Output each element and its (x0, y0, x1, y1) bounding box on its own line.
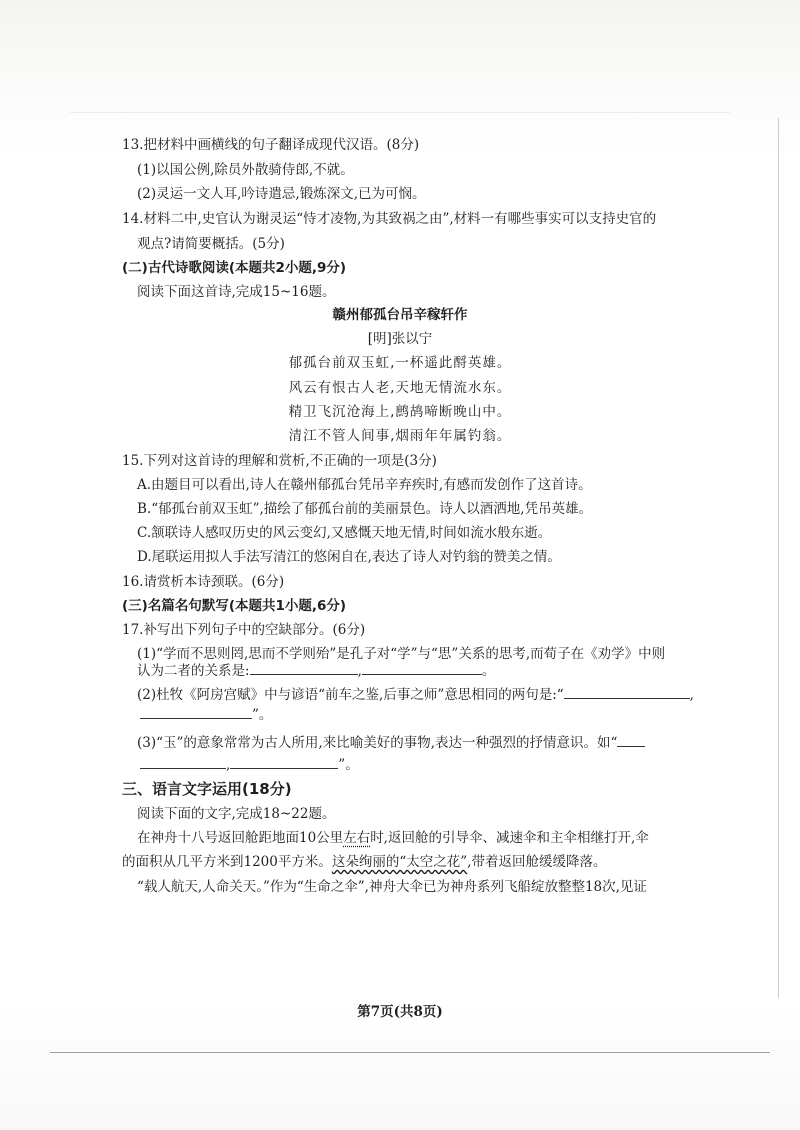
passage-line-2-pre: 的面积从几平方米到1200平方米。 (122, 854, 332, 870)
q17-item2-prefix: (2)杜牧《阿房宫赋》中与谚语“前车之鉴,后事之师”意思相同的两句是:“ (137, 687, 564, 703)
q17-item1-comma: , (357, 663, 362, 679)
scan-edge-top (70, 112, 730, 113)
passage-line-1 (137, 828, 649, 848)
q17-item3-line2 (140, 754, 359, 775)
passage-line-3: “载人航天,人命关天。”作为“生命之伞”,神舟大伞已为神舟系列飞船绽放整整18次,见证 (137, 879, 647, 895)
language-intro: 阅读下面的文字,完成18~22题。 (137, 806, 336, 822)
q13-stem: 13.把材料中画横线的句子翻译成现代汉语。(8分) (122, 137, 420, 153)
q17-item1-prefix: 认为二者的关系是: (137, 663, 250, 679)
q15-option-c: C.颔联诗人感叹历史的风云变幻,又感慨天地无情,时间如流水般东逝。 (137, 525, 552, 541)
language-section-heading: 三、语言文字运用(18分) (122, 780, 292, 798)
poem-line-1: 郁孤台前双玉虹,一杯遥此酹英雄。 (288, 355, 512, 371)
q14-line-2: 观点?请简要概括。(5分) (137, 236, 285, 252)
q17-item2-blank-2[interactable] (140, 704, 252, 719)
q15-option-a: A.由题目可以看出,诗人在赣州郁孤台凭吊辛弃疾时,有感而发创作了这首诗。 (137, 477, 592, 493)
scan-edge-right (778, 118, 779, 998)
q17-item3-line1 (137, 732, 645, 753)
q17-item2-line2 (140, 704, 272, 725)
q15-stem: 15.下列对这首诗的理解和赏析,不正确的一项是(3分) (122, 453, 437, 469)
q17-item3-prefix: (3)“玉”的意象常常为古人所用,来比喻美好的事物,表达一种强烈的抒情意识。如“ (137, 735, 618, 751)
q14-line-1: 14.材料二中,史官认为谢灵运“恃才凌物,为其致祸之由”,材料一有哪些事实可以支持史官的 (122, 211, 657, 227)
q17-item3-comma: , (226, 757, 231, 773)
recite-section-heading: (三)名篇名句默写(本题共1小题,6分) (122, 598, 347, 614)
q17-item2-blank-1[interactable] (564, 684, 690, 699)
poetry-section-heading: (二)古代诗歌阅读(本题共2小题,9分) (122, 260, 347, 276)
q17-item2-comma: , (689, 687, 694, 703)
poem-title: 赣州郁孤台吊辛稼轩作 (332, 307, 468, 323)
passage-line-2-post: ,带着返回舱缓缓降落。 (467, 854, 607, 870)
q17-item1-blank-2[interactable] (362, 660, 482, 675)
q15-option-d: D.尾联运用拟人手法写清江的悠闲自在,表达了诗人对钓翁的赞美之情。 (137, 549, 561, 565)
passage-line-2 (122, 852, 606, 872)
q17-item2-end: ”。 (252, 707, 273, 723)
page-number: 第7页(共8页) (357, 1004, 443, 1020)
q17-item1-end: 。 (481, 663, 496, 679)
passage-line-1-pre: 在神舟十八号返回舱距地面10公里 (137, 830, 344, 846)
poem-line-3: 精卫飞沉沧海上,鹧鸪啼断晚山中。 (288, 404, 512, 420)
poem-line-4: 清江不管人间事,烟雨年年属钓翁。 (288, 428, 512, 444)
q17-item3-blank-1a[interactable] (617, 732, 645, 747)
poem-author: [明]张以宁 (367, 331, 433, 347)
q17-item3-end: ”。 (338, 757, 359, 773)
passage-line-1-post: 时,返回舱的引导伞、减速伞和主伞相继打开,伞 (370, 830, 649, 846)
q17-item3-blank-2[interactable] (230, 754, 338, 769)
passage-wavy-phrase: 这朵绚丽的“太空之花” (331, 854, 468, 870)
poem-line-2: 风云有恨古人老,天地无情流水东。 (288, 380, 512, 396)
scan-bottom-rule (50, 1052, 770, 1053)
poetry-intro: 阅读下面这首诗,完成15~16题。 (137, 284, 336, 300)
q17-stem: 17.补写出下列句子中的空缺部分。(6分) (122, 622, 366, 638)
q17-item1-blank-1[interactable] (250, 660, 358, 675)
q17-item1-line1: (1)“学而不思则罔,思而不学则殆”是孔子对“学”与“思”关系的思考,而荀子在《劝学》中则 (137, 646, 666, 662)
q16-stem: 16.请赏析本诗颈联。(6分) (122, 574, 285, 590)
q17-item3-blank-1b[interactable] (140, 754, 226, 769)
q13-sentence-1: (1)以国公例,除员外散骑侍郎,不就。 (137, 162, 354, 178)
q17-item1-line2 (137, 660, 495, 681)
passage-dotted-word: 左右 (343, 830, 371, 846)
q13-sentence-2: (2)灵运一文人耳,吟诗遣忌,锻炼深文,已为可悯。 (137, 186, 426, 202)
q17-item2-line1 (137, 684, 694, 705)
q15-option-b: B.“郁孤台前双玉虹”,描绘了郁孤台前的美丽景色。诗人以酒洒地,凭吊英雄。 (137, 501, 593, 517)
